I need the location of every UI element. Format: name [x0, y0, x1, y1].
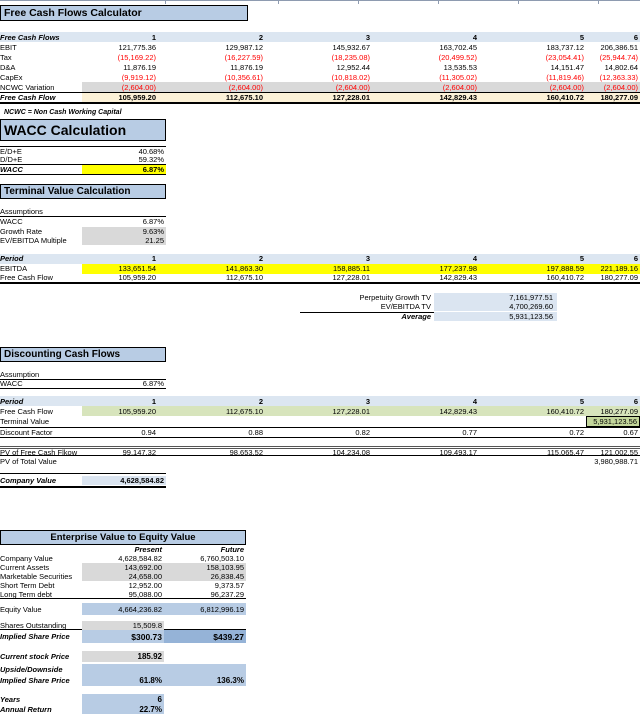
period-header[interactable]: 1 — [151, 32, 156, 42]
upside-present-cell[interactable]: 61.8% — [82, 675, 164, 686]
fcf-header-row — [0, 32, 640, 42]
cell-value[interactable]: 24,658.00 — [82, 572, 164, 581]
assumptions-header — [0, 208, 166, 218]
table-row-ebit — [0, 42, 640, 52]
cell-value[interactable]: 0.67 — [623, 428, 638, 437]
implied-future-cell[interactable]: $439.27 — [164, 630, 246, 643]
wacc-calculation-title[interactable]: WACC Calculation — [0, 119, 166, 141]
row-label[interactable]: PV of Free Cash Flkow — [0, 447, 78, 457]
wacc-row-dde — [0, 156, 166, 166]
upside-label-row — [0, 664, 246, 675]
row-label[interactable]: CapEx — [0, 72, 23, 82]
cell-value[interactable]: 0.77 — [462, 428, 477, 437]
disc-factor-row — [0, 428, 640, 438]
assumption-header — [0, 370, 166, 380]
table-row-fcf-total — [0, 92, 640, 104]
fcf-calculator-title[interactable]: Free Cash Flows Calculator — [0, 5, 248, 21]
cell-value[interactable]: (18,235.08) — [331, 52, 370, 62]
future-header[interactable]: Future — [220, 545, 244, 554]
ev-to-equity-title[interactable]: Enterprise Value to Equity Value — [0, 530, 246, 545]
cell-value[interactable]: 160,410.72 — [546, 406, 584, 416]
row-label[interactable]: D&A — [0, 62, 16, 72]
cell-value[interactable]: (2,604.00) — [603, 82, 638, 92]
row-label[interactable]: Short Term Debt — [0, 581, 55, 590]
grid-tick — [165, 1, 166, 4]
row-label[interactable]: EV/EBITDA Multiple — [0, 236, 67, 246]
cell-value[interactable]: 115,065.47 — [547, 447, 584, 457]
grid-tick — [598, 1, 599, 4]
annual-return-cell[interactable]: 22.7% — [82, 704, 164, 714]
row-label[interactable]: Implied Share Price — [0, 632, 70, 641]
cell-value[interactable]: (2,604.00) — [121, 82, 156, 92]
company-value-cell[interactable]: 4,628,584.82 — [82, 476, 166, 485]
row-label[interactable]: Free Cash Flow — [0, 273, 53, 282]
implied-present-cell[interactable]: $300.73 — [82, 630, 164, 643]
period-header[interactable]: 5 — [579, 254, 584, 263]
perpetuity-tv-row — [300, 293, 557, 303]
row-label[interactable]: Assumption — [0, 369, 40, 379]
cell-value[interactable]: 112,675.10 — [225, 93, 263, 102]
row-label[interactable]: Assumptions — [0, 207, 43, 217]
cell-value[interactable]: 96,237.29 — [210, 589, 244, 599]
cell-value[interactable]: 6,760,503.10 — [200, 554, 244, 563]
row-label[interactable]: Annual Return — [0, 704, 52, 714]
cell-value[interactable]: 109,493.17 — [439, 447, 477, 457]
ev-row-current-assets — [0, 563, 246, 572]
cell-value[interactable]: (9,919.12) — [121, 72, 156, 82]
row-label[interactable]: E/D+E — [0, 146, 22, 156]
period-header[interactable]: 2 — [258, 32, 263, 42]
cell-value[interactable]: 221,189.16 — [600, 264, 638, 273]
implied-share-price-row — [0, 630, 246, 643]
company-value-row — [0, 474, 166, 486]
wacc-row-ede — [0, 146, 166, 156]
cell-value[interactable]: 98,653.52 — [229, 447, 263, 457]
grid-tick — [278, 1, 279, 4]
cell-value[interactable]: (2,604.00) — [228, 82, 263, 92]
row-label[interactable]: WACC — [0, 217, 23, 227]
row-label[interactable]: Perpetuity Growth TV — [359, 292, 431, 302]
cell-value[interactable]: 5,931,123.56 — [434, 312, 557, 321]
cell-value[interactable]: 0.72 — [569, 428, 584, 437]
cell-value[interactable]: (11,305.02) — [439, 72, 477, 82]
cell-value[interactable]: 158,885.11 — [333, 264, 370, 273]
cell-value[interactable]: 4,700,269.60 — [434, 302, 557, 311]
cell-value[interactable]: 9.63% — [82, 227, 166, 236]
cell-value[interactable]: (23,054.41) — [545, 52, 584, 62]
cell-value[interactable]: 0.94 — [141, 428, 156, 437]
row-label[interactable]: Current Assets — [0, 563, 50, 572]
wacc-result-cell[interactable]: 6.87% — [82, 165, 166, 174]
upside-block — [0, 664, 246, 686]
annual-return-row — [0, 704, 246, 714]
cell-value[interactable]: 105,959.20 — [118, 93, 156, 102]
cell-value[interactable]: (2,604.00) — [549, 82, 584, 92]
cell-value[interactable]: 163,702.45 — [439, 42, 477, 52]
row-label[interactable]: Company Value — [0, 554, 53, 563]
ev-row-long-term-debt — [0, 590, 246, 599]
cell-value[interactable]: 145,932.67 — [332, 42, 370, 52]
cell-value[interactable]: 127,228.01 — [332, 273, 370, 282]
row-label[interactable]: NCWC Variation — [0, 82, 55, 92]
cell-value[interactable]: 142,829.43 — [439, 93, 477, 102]
cell-value[interactable]: 142,829.43 — [439, 406, 477, 416]
cell-value[interactable]: 142,829.43 — [439, 273, 477, 282]
cell-value[interactable]: 127,228.01 — [332, 406, 370, 416]
row-label[interactable]: WACC — [0, 164, 23, 174]
present-header[interactable]: Present — [134, 545, 162, 554]
cell-value[interactable]: (10,818.02) — [331, 72, 370, 82]
gridline-strip — [0, 0, 640, 3]
cell-value[interactable]: 3,980,988.71 — [594, 456, 638, 466]
cell-value[interactable]: 6.87% — [142, 379, 164, 389]
pv-total-row — [0, 456, 640, 466]
cell-value[interactable]: 59.32% — [138, 155, 164, 165]
cell-value[interactable]: 7,161,977.51 — [434, 293, 557, 302]
cell-value[interactable]: 99,147.32 — [122, 447, 156, 457]
tv-assumption-multiple — [0, 236, 166, 246]
cell-value[interactable]: 12,952.00 — [128, 581, 162, 590]
cell-value[interactable]: 121,002.55 — [600, 447, 638, 457]
row-label[interactable]: Current stock Price — [0, 652, 70, 661]
cell-value[interactable]: 127,228.01 — [332, 93, 370, 102]
cell-value[interactable]: 14,151.47 — [550, 62, 584, 72]
tv-average-row — [300, 312, 557, 322]
tv-ebitda-row — [0, 264, 640, 274]
cell-value[interactable]: 26,838.45 — [164, 572, 246, 581]
ev-column-headers — [0, 545, 246, 554]
cell-value[interactable]: 160,410.72 — [546, 273, 584, 282]
equity-value-row — [0, 603, 246, 615]
ev-ebitda-tv-row — [300, 302, 557, 312]
table-row-tax — [0, 52, 640, 62]
disc-wacc-row — [0, 380, 166, 390]
cell-value[interactable]: 183,737.12 — [546, 42, 584, 52]
cell-value[interactable]: (12,363.33) — [599, 72, 638, 82]
row-label[interactable]: Shares Outstanding — [0, 620, 67, 630]
tv-assumption-growth — [0, 227, 166, 237]
row-label[interactable]: EBITDA — [0, 264, 28, 273]
row-label[interactable]: Free Cash Flows — [0, 32, 60, 42]
cell-value[interactable]: 95,088.00 — [128, 589, 162, 599]
years-row — [0, 694, 246, 704]
period-header[interactable]: 1 — [151, 396, 156, 406]
ev-row-company-value — [0, 554, 246, 563]
cell-value[interactable]: 13,535.53 — [443, 62, 477, 72]
cell-value[interactable]: (2,604.00) — [442, 82, 477, 92]
row-label[interactable]: Free Cash Flow — [0, 406, 53, 416]
disc-fcf-row — [0, 406, 640, 416]
row-label[interactable]: Company Value — [0, 475, 56, 485]
period-header[interactable]: 3 — [365, 396, 370, 406]
cell-value[interactable]: (25,944.74) — [599, 52, 638, 62]
row-label[interactable]: Tax — [0, 52, 12, 62]
disc-terminal-row — [0, 416, 640, 428]
grid-tick — [518, 1, 519, 4]
row-label[interactable]: PV of Total Value — [0, 456, 57, 466]
row-label[interactable]: Equity Value — [0, 604, 42, 614]
period-header[interactable]: 3 — [365, 32, 370, 42]
current-stock-price-row — [0, 651, 246, 662]
row-label: Upside/Downside — [0, 665, 63, 674]
cell-value[interactable]: 158,103.95 — [164, 563, 246, 572]
cell-value[interactable]: 15,509.8 — [82, 621, 164, 630]
period-header[interactable]: 4 — [472, 396, 477, 406]
cell-value[interactable]: 9,373.57 — [214, 581, 244, 590]
cell-value[interactable]: 0.88 — [248, 428, 263, 437]
cell-value[interactable]: (16,227.59) — [224, 52, 263, 62]
cell-value[interactable]: 133,651.54 — [118, 264, 156, 273]
cell-value[interactable]: 177,237.98 — [439, 264, 477, 273]
table-row-ncwc — [0, 82, 640, 92]
cell-value[interactable]: 0.82 — [355, 428, 370, 437]
cell-value[interactable]: (11,819.46) — [546, 72, 584, 82]
cell-value[interactable]: 180,277.09 — [600, 273, 638, 282]
period-header[interactable]: 2 — [258, 254, 263, 263]
terminal-value-cell[interactable]: 5,931,123.56 — [586, 416, 640, 427]
terminal-value-title[interactable]: Terminal Value Calculation — [0, 184, 166, 199]
period-header[interactable]: 1 — [151, 254, 156, 263]
row-label[interactable]: EBIT — [0, 42, 17, 52]
cell-value[interactable]: 104,234.08 — [332, 447, 370, 457]
row-label[interactable]: Period — [0, 254, 24, 263]
cell-value[interactable]: 197,888.59 — [546, 264, 584, 273]
period-header[interactable]: 4 — [472, 254, 477, 263]
cell-value[interactable]: 180,277.09 — [600, 406, 638, 416]
cell-value[interactable]: 12,952.44 — [336, 62, 370, 72]
row-label[interactable]: EV/EBITDA TV — [380, 302, 431, 312]
discounting-title[interactable]: Discounting Cash Flows — [0, 347, 166, 362]
period-header[interactable]: 6 — [633, 254, 638, 263]
row-label[interactable]: Long Term debt — [0, 589, 52, 599]
cell-value[interactable]: 206,386.51 — [600, 42, 638, 52]
cell-value[interactable]: 180,277.09 — [600, 93, 638, 102]
cell-value[interactable]: 105,959.20 — [118, 273, 156, 282]
row-label[interactable]: Free Cash Flow — [0, 93, 56, 102]
period-header[interactable]: 4 — [472, 32, 477, 42]
cell-value[interactable]: (10,356.61) — [224, 72, 263, 82]
pv-fcf-row — [0, 446, 640, 456]
row-label[interactable]: D/D+E — [0, 155, 23, 165]
row-label[interactable]: Discount Factor — [0, 428, 53, 437]
cell-value[interactable]: 11,876.19 — [123, 62, 156, 72]
period-header[interactable]: 2 — [258, 396, 263, 406]
tv-fcf-row — [0, 274, 640, 284]
cell-value[interactable]: 21.25 — [82, 236, 166, 245]
cell-value[interactable]: (15,169.22) — [117, 52, 156, 62]
cell-value[interactable]: 185.92 — [82, 651, 164, 662]
row-label[interactable]: Marketable Securities — [0, 572, 73, 581]
grid-tick — [438, 1, 439, 4]
cell-value[interactable]: 6,812,996.19 — [164, 603, 246, 615]
cell-value[interactable]: 4,628,584.82 — [118, 554, 162, 563]
upside-values-row — [0, 675, 246, 686]
wacc-result-row — [0, 165, 166, 175]
cell-value[interactable]: 4,664,236.82 — [82, 603, 164, 615]
period-header[interactable]: 5 — [579, 396, 584, 406]
cell-value[interactable]: 121,775.36 — [118, 42, 156, 52]
tv-assumption-wacc — [0, 217, 166, 227]
cell-value[interactable]: 6.87% — [142, 217, 164, 227]
cell-value[interactable]: 112,675.10 — [226, 406, 263, 416]
disc-period-header-row — [0, 396, 640, 406]
grid-tick — [358, 1, 359, 4]
shares-outstanding-row — [0, 621, 246, 630]
cell-value[interactable]: 143,692.00 — [82, 563, 164, 572]
cell-value[interactable]: 141,863.30 — [225, 264, 263, 273]
years-cell[interactable]: 6 — [82, 694, 164, 704]
row-label[interactable]: Average — [401, 312, 431, 322]
cell-value[interactable]: (2,604.00) — [335, 82, 370, 92]
period-header[interactable]: 3 — [365, 254, 370, 263]
cell-value[interactable]: 129,987.12 — [225, 42, 263, 52]
cell-value[interactable]: 105,959.20 — [118, 406, 156, 416]
ncwc-note: NCWC = Non Cash Working Capital — [4, 109, 122, 116]
cell-value[interactable]: 112,675.10 — [226, 273, 263, 282]
cell-value[interactable]: 11,876.19 — [230, 62, 263, 72]
row-label[interactable]: Period — [0, 396, 24, 406]
row-label: Implied Share Price — [0, 676, 70, 685]
cell-value[interactable]: (20,499.52) — [438, 52, 477, 62]
row-label[interactable]: Years — [0, 694, 21, 704]
table-row-capex — [0, 72, 640, 82]
row-label[interactable]: Growth Rate — [0, 226, 43, 236]
row-label[interactable]: Terminal Value — [0, 417, 50, 426]
tv-period-header-row — [0, 254, 640, 264]
cell-value[interactable]: 160,410.72 — [546, 93, 584, 102]
ev-row-marketable-securities — [0, 572, 246, 581]
table-row-da — [0, 62, 640, 72]
period-header[interactable]: 5 — [579, 32, 584, 42]
period-header[interactable]: 6 — [633, 32, 638, 42]
row-label[interactable]: WACC — [0, 379, 23, 389]
cell-value[interactable]: 40.68% — [138, 146, 164, 156]
cell-value[interactable]: 14,802.64 — [604, 62, 638, 72]
period-header[interactable]: 6 — [633, 396, 638, 406]
upside-future-cell[interactable]: 136.3% — [164, 675, 246, 686]
